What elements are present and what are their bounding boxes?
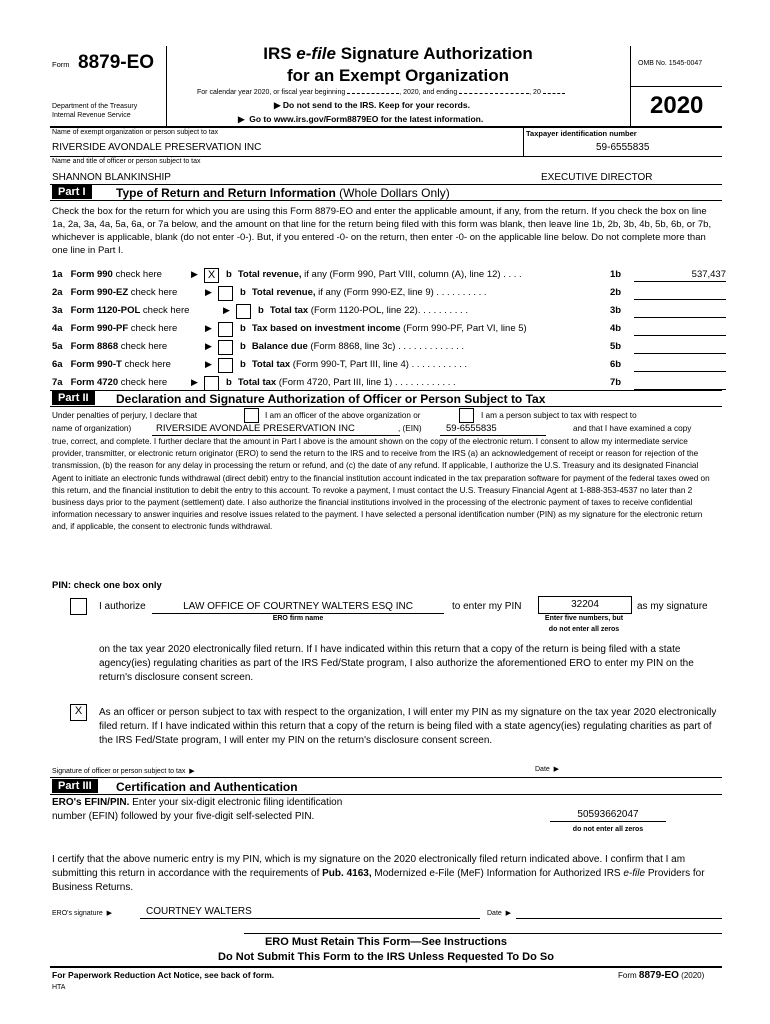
taxpayer-pin-value[interactable]: 32204	[538, 596, 632, 614]
arrow-icon: ▶	[191, 377, 198, 387]
authorize-text: I authorize	[99, 601, 146, 612]
ero-date-label: Date ▶	[487, 910, 512, 917]
part1-line-7a	[52, 376, 167, 390]
tax-year: 2020	[650, 92, 704, 119]
paperwork-notice: For Paperwork Reduction Act Notice, see back of form.	[52, 970, 275, 980]
line-3b-label: 3b	[610, 305, 622, 316]
form-name: Form 8868 check here	[70, 341, 168, 352]
pin-heading: PIN: check one box only	[52, 580, 162, 591]
hta-label: HTA	[52, 984, 66, 991]
part3-title: Certification and Authentication	[116, 780, 298, 794]
line-1a-checkbox[interactable]: X	[204, 268, 219, 283]
decl-name-of-org: name of organization)	[52, 424, 132, 433]
line-7b-description: b Total tax (Form 4720, Part III, line 1) . . . . . . . . . . . .	[226, 377, 456, 388]
form-title-line1: IRS e-file Signature Authorization	[263, 44, 533, 63]
line-number: 7a	[52, 377, 63, 388]
person-subject-checkbox[interactable]	[459, 408, 474, 423]
line-2b-amount[interactable]	[634, 286, 726, 300]
form-name: Form 990-T check here	[70, 359, 171, 370]
decl-person-text: I am a person subject to tax with respect to	[481, 411, 637, 420]
part1-line-1a	[52, 268, 162, 282]
line-number: 4a	[52, 323, 63, 334]
arrow-icon: ▶	[205, 287, 212, 297]
form-title-line2: for an Exempt Organization	[287, 66, 509, 85]
arrow-icon: ▶	[223, 305, 230, 315]
line-5b-amount[interactable]	[634, 340, 726, 354]
line-6b-amount[interactable]	[634, 358, 726, 372]
form-name: Form 990 check here	[70, 269, 162, 280]
tin-value: 59-6555835	[596, 142, 650, 153]
ero-firm-name: LAW OFFICE OF COURTNEY WALTERS ESQ INC	[152, 600, 444, 614]
do-not-send: ▶ Do not send to the IRS. Keep for your records.	[274, 100, 470, 110]
line-7b-amount[interactable]	[634, 376, 726, 390]
efin-text1: ERO's EFIN/PIN. Enter your six-digit electronic filing identification	[52, 797, 343, 808]
line-number: 2a	[52, 287, 63, 298]
retain-notice-2: Do Not Submit This Form to the IRS Unless Requested To Do So	[218, 951, 554, 963]
line-5a-checkbox[interactable]	[218, 340, 233, 355]
officer-title: EXECUTIVE DIRECTOR	[541, 172, 653, 183]
arrow-icon: ▶	[191, 269, 198, 279]
officer-label: Name and title of officer or person subject to tax	[52, 158, 201, 165]
line-2a-checkbox[interactable]	[218, 286, 233, 301]
omb-number: OMB No. 1545-0047	[638, 60, 703, 67]
ero-signature-label: ERO's signature ▶	[52, 910, 113, 917]
officer-checkbox[interactable]	[244, 408, 259, 423]
part1-label: Part I	[52, 185, 92, 199]
part2-label: Part II	[52, 391, 95, 405]
efin-note: do not enter all zeros	[572, 826, 644, 833]
form-word: Form	[52, 60, 70, 69]
line-5b-label: 5b	[610, 341, 622, 352]
line-3b-description: b Total tax (Form 1120-POL, line 22). . . . . . . . . .	[258, 305, 468, 316]
form-name: Form 1120-POL check here	[70, 305, 190, 316]
officer-signature-label: Signature of officer or person subject to tax ▶	[52, 768, 195, 775]
part1-line-3a	[52, 304, 189, 318]
ero-signature-value: COURTNEY WALTERS	[140, 905, 480, 919]
dept-line2: Internal Revenue Service	[52, 112, 131, 119]
part2-body: true, correct, and complete. I further declare that the amount in Part I above is the amount shown on the copy of the electronic return. I consent to allow my intermediate service provider, transmitter, or electronic return originator (ERO) to send the return to the IRS and to receive from the IRS (a) an acknowledgement of receipt or reason for rejection of the transmission, (b) the reason for any delay in processing the return or refund, and (c) the date of any refund. If applicable, I authorize the U.S. Treasury and its designated Financial Agent to initiate an electronic funds withdrawal (direct debit) entry to the financial institution account indicated in the tax preparation software for payment of the federal taxes owed on this return, and the financial institution to debit the entry to this account. To revoke a payment, I must contact the U.S. Treasury Financial Agent at 1-888-353-4537 no later than 2 business days prior to the payment (settlement) date. I also authorize the financial institutions involved in the processing of the electronic payment of taxes to receive confidential information necessary to answer inquiries and resolve issues related to the payment. I have selected a personal identification number (PIN) as my signature for the electronic return and, if applicable, the consent to electronic funds withdrawal.	[52, 437, 710, 532]
line-3b-amount[interactable]	[634, 304, 726, 318]
certify-text: I certify that the above numeric entry is my PIN, which is my signature on the 2020 electronically filed return indicated above. I confirm that I am submitting this return in accordance with the requirements of Pub. 4163, Modernized e-File (MeF) Information for Authorized IRS e-file Providers for Business Returns.	[52, 854, 705, 893]
line-number: 3a	[52, 305, 63, 316]
part1-line-5a	[52, 340, 167, 354]
arrow-icon: ▶	[205, 359, 212, 369]
officer-name: SHANNON BLANKINSHIP	[52, 172, 171, 183]
arrow-icon: ▶	[205, 341, 212, 351]
decl-officer-text: I am an officer of the above organization or	[265, 411, 421, 420]
line-1b-amount[interactable]: 537,437	[634, 268, 726, 282]
line-5b-description: b Balance due (Form 8868, line 3c) . . . . . . . . . . . . .	[240, 341, 465, 352]
dept-line1: Department of the Treasury	[52, 103, 138, 110]
retain-notice-1: ERO Must Retain This Form—See Instructions	[264, 936, 508, 948]
ero-authorize-checkbox[interactable]	[70, 598, 87, 615]
efin-text2: number (EFIN) followed by your five-digit self-selected PIN.	[52, 811, 315, 822]
ero-authorize-text: on the tax year 2020 electronically filed return. If I have indicated within this return that a copy of the return is being filed with a state agency(ies) regulating charities as part of the IRS Fed/State program, I also authorize the aforementioned ERO to enter my PIN on the return's disclosure consent screen.	[99, 644, 694, 683]
officer-date-label: Date ▶	[535, 766, 560, 773]
calendar-year: For calendar year 2020, or fiscal year beginning , 2020, and ending , 20	[197, 89, 565, 96]
part1-line-4a	[52, 322, 177, 336]
do-not-enter-zeros: do not enter all zeros	[548, 626, 620, 633]
part1-intro: Check the box for the return for which you are using this Form 8879-EO and enter the applicable amount, if any, from the return. If you check the box on line 1a, 2a, 3a, 4a, 5a, 6a, or 7a below, and the amount on that line for the return being filed with this form was blank, then leave line 1b, 2b, 3b, 4b, 5b, 6b, or 7b, whichever is applicable, blank (do not enter -0-). But, if you entered -0- on the return, then enter -0- on the applicable line below. Do not complete more than one line in Part I.	[52, 206, 712, 256]
arrow-icon: ▶	[205, 323, 212, 333]
go-to-url: ▶ Go to www.irs.gov/Form8879EO for the latest information.	[238, 114, 484, 124]
part1-line-6a	[52, 358, 171, 372]
self-enter-pin-text: As an officer or person subject to tax with respect to the organization, I will enter my PIN as my signature on the tax year 2020 electronically filed return. If I have indicated within this return that a copy of the return is being filed with a state agency(ies) regulating charities as part of the IRS Fed/State program, I will enter my PIN on the return's disclosure consent screen.	[99, 707, 717, 746]
self-enter-pin-checkbox[interactable]: X	[70, 704, 87, 721]
line-4b-description: b Tax based on investment income (Form 990-PF, Part VI, line 5)	[240, 323, 527, 334]
line-4b-label: 4b	[610, 323, 622, 334]
line-7b-label: 7b	[610, 377, 622, 388]
ero-firm-label: ERO firm name	[272, 615, 324, 622]
line-number: 6a	[52, 359, 63, 370]
line-6b-label: 6b	[610, 359, 622, 370]
line-6a-checkbox[interactable]	[218, 358, 233, 373]
tin-label: Taxpayer identification number	[526, 129, 637, 138]
part1-title: Type of Return and Return Information (Whole Dollars Only)	[116, 186, 450, 200]
decl-org-value: RIVERSIDE AVONDALE PRESERVATION INC	[152, 422, 400, 436]
line-2b-description: b Total revenue, if any (Form 990-EZ, line 9) . . . . . . . . . .	[240, 287, 487, 298]
form-name: Form 990-PF check here	[70, 323, 178, 334]
line-number: 1a	[52, 269, 63, 280]
decl-examined: and that I have examined a copy	[573, 424, 692, 433]
line-2b-label: 2b	[610, 287, 622, 298]
org-name-value: RIVERSIDE AVONDALE PRESERVATION INC	[52, 142, 262, 153]
org-name-label: Name of exempt organization or person subject to tax	[52, 129, 219, 136]
form-number: 8879-EO	[78, 52, 155, 73]
line-1b-label: 1b	[610, 269, 622, 280]
line-7a-checkbox[interactable]	[204, 376, 219, 391]
efin-pin-value[interactable]: 50593662047	[550, 808, 666, 822]
part2-title: Declaration and Signature Authorization of Officer or Person Subject to Tax	[116, 392, 546, 406]
part1-line-2a	[52, 286, 177, 300]
line-number: 5a	[52, 341, 63, 352]
decl-ein-label: , (EIN)	[398, 424, 422, 433]
enter-five-numbers: Enter five numbers, but	[544, 615, 624, 622]
line-1b-description: b Total revenue, if any (Form 990, Part VIII, column (A), line 12) . . . .	[226, 269, 522, 280]
form-name: Form 4720 check here	[70, 377, 168, 388]
decl-line1: Under penalties of perjury, I declare that	[52, 411, 198, 420]
form-name: Form 990-EZ check here	[70, 287, 178, 298]
enter-my-pin: to enter my PIN	[452, 601, 522, 612]
as-my-signature: as my signature	[637, 601, 708, 612]
line-3a-checkbox[interactable]	[236, 304, 251, 319]
line-4b-amount[interactable]	[634, 322, 726, 336]
footer-form-id: Form 8879-EO (2020)	[618, 970, 705, 981]
decl-ein-value: 59-6555835	[440, 422, 546, 436]
part3-label: Part III	[52, 779, 98, 793]
line-6b-description: b Total tax (Form 990-T, Part III, line 4) . . . . . . . . . . .	[240, 359, 468, 370]
line-4a-checkbox[interactable]	[218, 322, 233, 337]
